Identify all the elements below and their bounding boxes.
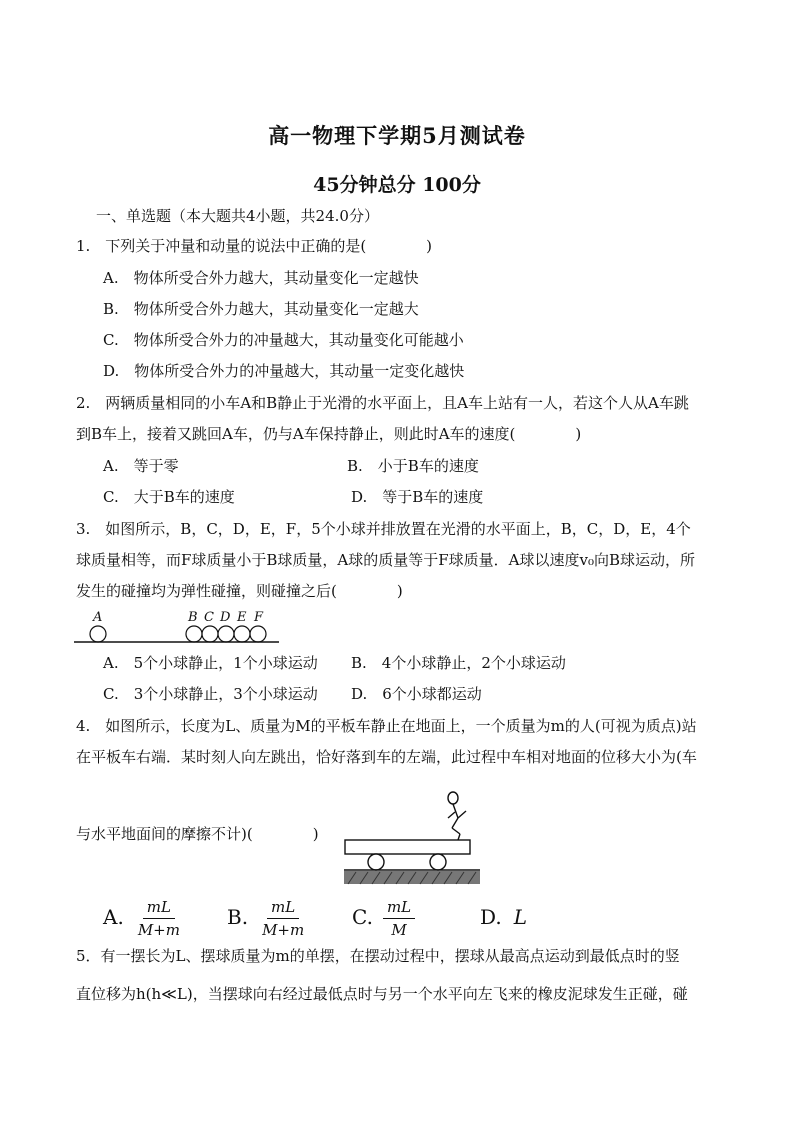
q3-stem-line1: 3. 如图所示，B，C，D，E，F，5个小球并排放置在光滑的水平面上，B，C，D，E，4个	[76, 520, 691, 538]
ball-c	[202, 626, 218, 642]
q1-stem: 1. 下列关于冲量和动量的说法中正确的是( )	[76, 237, 433, 255]
q2-option-a: A. 等于零	[103, 457, 179, 475]
ball-d	[218, 626, 234, 642]
cart-wheel-right	[430, 854, 446, 870]
q1-option-b: B. 物体所受合外力越大，其动量变化一定越大	[103, 300, 419, 318]
q4-option-c-fraction	[383, 898, 415, 939]
q4-option-c	[352, 898, 415, 939]
exam-title: 高一物理下学期5月测试卷	[268, 123, 526, 148]
fraction-numerator: mL	[143, 898, 175, 919]
q4-option-a-label: A.	[103, 905, 124, 929]
ball-e	[234, 626, 250, 642]
q4-option-d-value: L	[513, 905, 527, 929]
q2-option-d: D. 等于B车的速度	[351, 488, 484, 506]
q1-option-a: A. 物体所受合外力越大，其动量变化一定越快	[103, 269, 419, 287]
q3-option-d: D. 6个小球都运动	[351, 685, 482, 703]
label-b: B	[188, 610, 198, 625]
label-a: A	[93, 610, 103, 625]
q4-option-b	[227, 898, 308, 939]
exam-subtitle: 45分钟总分 100分	[313, 174, 481, 196]
section-heading: 一、单选题（本大题共4小题，共24.0分）	[96, 207, 379, 225]
q4-stem-line1: 4. 如图所示，长度为L、质量为M的平板车静止在地面上，一个质量为m的人(可视为质点)站	[76, 717, 697, 735]
fraction-numerator: mL	[383, 898, 415, 919]
label-c: C	[204, 610, 214, 625]
person-figure	[448, 792, 466, 840]
label-d: D	[220, 610, 231, 625]
q2-stem-line2: 到B车上，接着又跳回A车，仍与A车保持静止，则此时A车的速度( )	[76, 425, 582, 443]
q4-stem-line2: 在平板车右端．某时刻人向左跳出，恰好落到车的左端，此过程中车相对地面的位移大小为(车	[76, 748, 697, 766]
label-f: F	[254, 610, 264, 625]
q3-option-a: A. 5个小球静止，1个小球运动	[103, 654, 318, 672]
label-e: E	[237, 610, 247, 625]
q4-figure-cart	[340, 788, 510, 888]
q3-option-c: C. 3个小球静止，3个小球运动	[103, 685, 318, 703]
q1-option-c: C. 物体所受合外力的冲量越大，其动量变化可能越小	[103, 331, 464, 349]
q4-option-a-fraction	[134, 898, 184, 939]
q5-stem-line2: 直位移为h(h≪L)，当摆球向右经过最低点时与另一个水平向左飞来的橡皮泥球发生正碰，碰	[76, 985, 688, 1003]
q4-option-d	[480, 905, 527, 929]
q5-stem-line1: 5．有一摆长为L、摆球质量为m的单摆，在摆动过程中，摆球从最高点运动到最低点时的竖	[76, 947, 680, 965]
q3-option-b: B. 4个小球静止，2个小球运动	[351, 654, 566, 672]
q4-option-b-fraction	[258, 898, 308, 939]
q4-option-c-label: C.	[352, 905, 373, 929]
cart-wheel-left	[368, 854, 384, 870]
fraction-denominator: M	[391, 921, 407, 939]
q4-option-b-label: B.	[227, 905, 249, 929]
q4-stem-line3: 与水平地面间的摩擦不计)( )	[76, 825, 319, 843]
ball-a	[90, 626, 106, 642]
fraction-denominator: M+m	[137, 921, 180, 939]
q2-stem-line1: 2. 两辆质量相同的小车A和B静止于光滑的水平面上，且A车上站有一人，若这个人从A车跳	[76, 394, 689, 412]
ball-b	[186, 626, 202, 642]
q4-option-d-label: D.	[480, 905, 502, 929]
cart-board	[345, 840, 470, 854]
q3-stem-line3: 发生的碰撞均为弹性碰撞，则碰撞之后( )	[76, 582, 403, 600]
fraction-denominator: M+m	[262, 921, 305, 939]
fraction-numerator: mL	[267, 898, 299, 919]
q4-option-a	[103, 898, 184, 939]
q2-option-b: B. 小于B车的速度	[347, 457, 479, 475]
q3-stem-line2: 球质量相等，而F球质量小于B球质量，A球的质量等于F球质量．A球以速度v₀向B球运动，所	[76, 551, 696, 569]
q1-option-d: D. 物体所受合外力的冲量越大，其动量一定变化越快	[103, 362, 465, 380]
ball-f	[250, 626, 266, 642]
q2-option-c: C. 大于B车的速度	[103, 488, 235, 506]
q3-figure-balls	[74, 608, 294, 648]
